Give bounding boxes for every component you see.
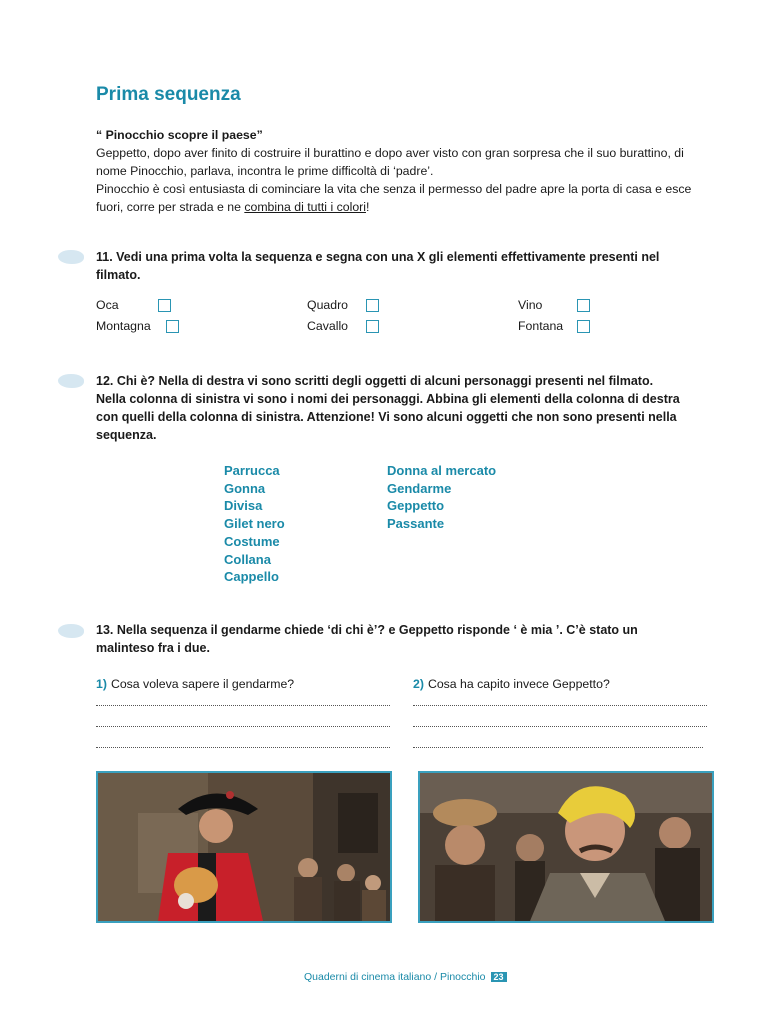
checkbox-item-quadro[interactable] [307,298,379,312]
film-still-illustration [420,773,712,921]
page-title: Prima sequenza [96,84,241,105]
match-left-item[interactable]: Parrucca [224,463,280,478]
checkbox-item-montagna[interactable] [96,319,179,333]
match-left-column [224,462,285,586]
intro-subtitle: “ Pinocchio scopre il paese” [96,128,263,142]
checkbox-item-fontana[interactable] [518,319,590,333]
match-right-item[interactable]: Donna al mercato [387,463,497,478]
film-still-gendarme [96,771,392,923]
answer-prompt-1 [96,677,294,691]
answer-line[interactable] [413,726,707,727]
checkbox-label: Vino [518,298,543,312]
checkbox[interactable] [366,299,379,312]
match-left-item[interactable]: Cappello [224,569,279,585]
answer-prompt-2 [413,677,610,691]
answer-line[interactable] [413,747,703,748]
answer-prompt-text: Cosa ha capito invece Geppetto? [427,677,610,691]
page-footer [304,971,507,983]
intro-underlined-phrase: combina di tutti i colori [244,200,366,214]
match-right-item[interactable]: Passante [387,516,445,532]
checkbox-item-oca[interactable] [96,298,171,312]
match-left-item[interactable]: Costume [224,533,280,549]
question-11-text: 11. Vedi una prima volta la sequenza e segna con una X gli elementi effettivamente presenti nel filmato. [96,250,660,282]
checkbox-label: Montagna [96,319,151,333]
answer-line[interactable] [413,705,707,706]
checkbox-item-vino[interactable] [518,298,590,312]
match-right-column [387,462,496,533]
answer-number: 1) [96,677,107,691]
checkbox[interactable] [577,299,590,312]
question-marker-icon [58,624,84,638]
match-left-item[interactable]: Divisa [224,498,263,514]
intro-paragraph [96,126,716,216]
checkbox-label: Cavallo [307,319,349,333]
intro-text-1: Geppetto, dopo aver finito di costruire il burattino e dopo aver visto con gran sorpresa che il suo burattino, di nome Pinocchio, parlava, incontra le prime difficoltà di ‘padre’. [96,146,684,178]
page-number: 23 [491,972,507,982]
answer-line[interactable] [96,747,390,748]
match-right-item[interactable]: Geppetto [387,498,445,514]
checkbox-label: Fontana [518,319,564,333]
answer-number: 2) [413,677,424,691]
checkbox-label: Quadro [307,298,349,312]
intro-text-2-start: Pinocchio è così entusiasta di cominciare la vita che senza il permesso del padre apre la porta di casa e esce fuori, corre per strada e ne [96,182,692,214]
answer-prompt-text: Cosa voleva sapere il gendarme? [110,677,295,691]
footer-text: Quaderni di cinema italiano / Pinocchio [304,971,486,983]
checkbox-label: Oca [96,298,119,312]
intro-text-2-end: ! [365,200,370,214]
answer-line[interactable] [96,705,390,706]
match-left-item[interactable]: Gilet nero [224,516,285,532]
checkbox[interactable] [577,320,590,333]
question-marker-icon [58,374,84,388]
checkbox[interactable] [366,320,379,333]
checkbox[interactable] [166,320,179,333]
film-still-illustration [98,773,390,921]
film-still-geppetto [418,771,714,923]
match-left-item[interactable]: Gonna [224,480,266,496]
checkbox[interactable] [158,299,171,312]
question-13-text: 13. Nella sequenza il gendarme chiede ‘di chi è’? e Geppetto risponde ‘ è mia ’. C’è stato un malinteso fra i due. [96,623,638,655]
intro-text-2 [96,180,716,216]
checkbox-item-cavallo[interactable] [307,319,379,333]
question-12-text: 12. Chi è? Nella di destra vi sono scritti degli oggetti di alcuni personaggi presenti nel filmato. Nella colonna di sinistra vi sono i nomi dei personaggi. Abbina gli elementi della colonna di destra con quelli della colonna di sinistra. Attenzione! Vi sono alcuni oggetti che non sono presenti nella sequenza. [96,374,680,442]
match-left-item[interactable]: Collana [224,551,271,567]
question-marker-icon [58,250,84,264]
answer-line[interactable] [96,726,390,727]
match-right-item[interactable]: Gendarme [387,480,452,496]
